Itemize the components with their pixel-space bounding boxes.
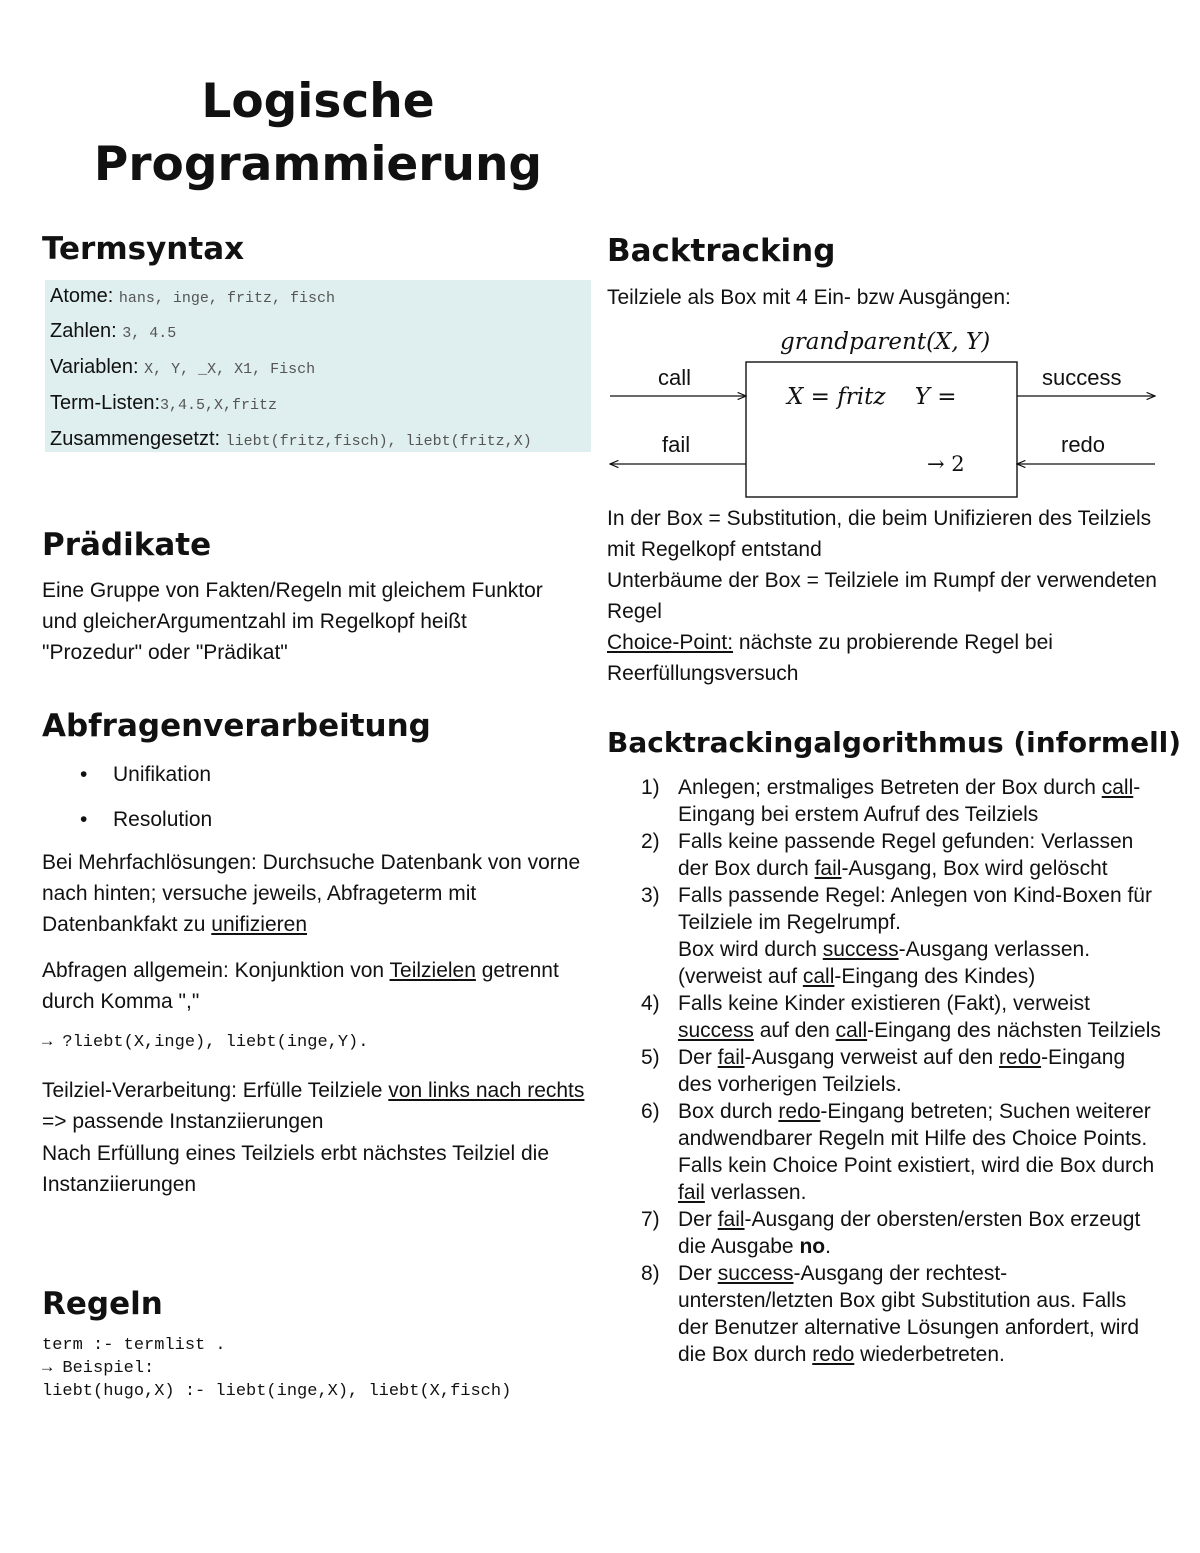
term-row-zusammengesetzt	[50, 424, 532, 457]
list-item	[607, 990, 1162, 1044]
item-number: 2)	[641, 830, 660, 853]
text: Anlegen; erstmaliges Betreten der Box durch	[678, 776, 1102, 799]
term-row-listen	[50, 388, 277, 421]
text: => passende Instanziierungen	[42, 1110, 324, 1133]
query-code: → ?liebt(X,inge), liebt(inge,Y).	[42, 1033, 369, 1052]
underlined-term: fail	[717, 1046, 745, 1069]
bullet-text: Resolution	[113, 808, 213, 831]
list-item	[42, 752, 582, 797]
regeln-heading: Regeln	[42, 1286, 163, 1322]
backtracking-p1: In der Box = Substitution, die beim Unifizieren des Teilziels mit Regelkopf entstand	[607, 507, 1152, 561]
text: -Ausgang der rechtest-untersten/letzten Box gibt Substitution aus. Falls der Benutzer alternative Lösungen anfordert, wird die Box durch	[678, 1262, 1140, 1366]
bullet-text: Unifikation	[113, 763, 212, 786]
underlined-term: success	[822, 938, 899, 961]
bullet-icon: •	[80, 763, 88, 786]
call-label: call	[658, 365, 692, 390]
text: Falls passende Regel: Anlegen von Kind-Boxen für Teilziele im Regelrumpf.	[678, 884, 1152, 934]
text: (verweist auf	[678, 965, 803, 988]
item-number: 1)	[641, 776, 660, 799]
underlined-term: success	[678, 1019, 754, 1042]
list-item	[607, 774, 1162, 828]
praedikate-text: Eine Gruppe von Fakten/Regeln mit gleichem Funktor und gleicherArgumentzahl im Regelkopf heißt "Prozedur" oder "Prädikat"	[42, 579, 543, 664]
regeln-code-line-3: liebt(hugo,X) :- liebt(inge,X), liebt(X,fisch)	[42, 1382, 512, 1401]
abfragen-heading: Abfragenverarbeitung	[42, 708, 431, 744]
text: Box durch	[678, 1100, 779, 1123]
unifizieren-link: unifizieren	[211, 913, 308, 936]
text: Der	[678, 1208, 718, 1231]
text: -Eingang des nächsten Teilziels	[867, 1019, 1161, 1042]
underlined-term: call	[802, 965, 835, 988]
underlined-term: call	[835, 1019, 868, 1042]
text: wiederbetreten.	[854, 1343, 1005, 1366]
text: .	[825, 1235, 831, 1258]
backtracking-heading: Backtracking	[607, 233, 836, 269]
text: nächste zu probierende Regel bei Reerfüllungsversuch	[607, 631, 1053, 685]
text: -Eingang bei erstem Aufruf des Teilziels	[678, 776, 1141, 826]
list-item	[607, 1098, 1162, 1206]
praedikate-heading: Prädikate	[42, 527, 212, 563]
text: Teilziel-Verarbeitung: Erfülle Teilziele	[42, 1079, 389, 1102]
links-rechts-link: von links nach rechts	[388, 1079, 585, 1102]
underlined-term: fail	[814, 857, 842, 880]
text: -Eingang des vorherigen Teilziels.	[678, 1046, 1126, 1096]
text: Box wird durch	[678, 938, 823, 961]
text: Der	[678, 1262, 718, 1285]
underlined-term: success	[717, 1262, 794, 1285]
term-label: Variablen:	[50, 356, 139, 378]
bullet-icon: •	[80, 808, 88, 831]
text: auf den	[753, 1019, 836, 1042]
term-code: 3, 4.5	[122, 325, 177, 342]
underlined-term: fail	[678, 1181, 705, 1204]
item-number: 5)	[641, 1046, 660, 1069]
list-item	[42, 797, 582, 842]
algorithmus-list	[607, 774, 1162, 1368]
text: Bei Mehrfachlösungen: Durchsuche Datenbank von vorne nach hinten; versuche jeweils, Abfrageterm mit Datenbankfakt zu	[42, 851, 581, 936]
text: -Ausgang verweist auf den	[744, 1046, 1000, 1069]
backtracking-intro: Teilziele als Box mit 4 Ein- bzw Ausgängen:	[607, 286, 1011, 309]
box-choice: → 2	[927, 452, 965, 476]
underlined-term: redo	[778, 1100, 821, 1123]
termsyntax-table	[45, 280, 591, 452]
term-row-atome	[50, 281, 335, 314]
text: Der	[678, 1046, 718, 1069]
success-label: success	[1042, 365, 1122, 390]
bold-term: no	[799, 1235, 826, 1258]
term-label: Zusammengesetzt:	[50, 428, 221, 450]
item-number: 6)	[641, 1100, 660, 1123]
choice-point-link: Choice-Point:	[607, 631, 734, 654]
box-diagram	[607, 325, 1160, 500]
backtracking-p3	[607, 627, 1162, 689]
underlined-term: fail	[717, 1208, 745, 1231]
page-title: Logische Programmierung	[93, 74, 543, 192]
abfragen-paragraph-1	[42, 847, 592, 940]
termsyntax-heading: Termsyntax	[42, 231, 245, 267]
box-rect	[746, 362, 1017, 497]
teilzielen-link: Teilzielen	[389, 959, 476, 982]
text: -Ausgang verlassen.	[898, 938, 1091, 961]
text: -Eingang des Kindes)	[834, 965, 1036, 988]
list-item	[607, 1044, 1162, 1098]
underlined-term: redo	[812, 1343, 855, 1366]
text: -Eingang betreten; Suchen weiterer andwendbarer Regeln mit Hilfe des Choice Points. Falls kein Choice Point existiert, wird die Box durch	[678, 1100, 1155, 1177]
term-row-variablen	[50, 352, 315, 385]
term-label: Atome:	[50, 285, 114, 307]
term-code: X, Y, _X, X1, Fisch	[144, 361, 316, 378]
term-code: hans, inge, fritz, fisch	[118, 290, 335, 307]
item-number: 4)	[641, 992, 660, 1015]
term-row-zahlen	[50, 316, 176, 349]
regeln-code-line-1: term :- termlist .	[42, 1336, 226, 1355]
box-title: grandparent(X, Y)	[780, 329, 991, 355]
item-number: 8)	[641, 1262, 660, 1285]
list-item	[607, 882, 1162, 990]
list-item	[607, 1206, 1162, 1260]
list-item	[607, 1260, 1162, 1368]
abfragen-bullet-list	[42, 752, 582, 842]
text: -Ausgang, Box wird gelöscht	[841, 857, 1108, 880]
text: verlassen.	[704, 1181, 807, 1204]
fail-label: fail	[662, 432, 691, 457]
item-number: 7)	[641, 1208, 660, 1231]
term-code: 3,4.5,X,fritz	[160, 397, 278, 414]
abfragen-paragraph-3	[42, 1075, 592, 1137]
regeln-code-line-2: → Beispiel:	[42, 1359, 155, 1378]
text: Falls keine passende Regel gefunden: Verlassen der Box durch	[678, 830, 1134, 880]
term-label: Zahlen:	[50, 320, 117, 342]
underlined-term: redo	[999, 1046, 1042, 1069]
text: -Ausgang der obersten/ersten Box erzeugt die Ausgabe	[678, 1208, 1141, 1258]
abfragen-paragraph-2	[42, 955, 592, 1017]
text: getrennt durch Komma ","	[42, 959, 559, 1013]
text: Abfragen allgemein: Konjunktion von	[42, 959, 390, 982]
backtracking-p2: Unterbäume der Box = Teilziele im Rumpf der verwendeten Regel	[607, 569, 1157, 623]
algorithmus-heading: Backtrackingalgorithmus (informell)	[607, 726, 1182, 759]
redo-label: redo	[1061, 432, 1106, 457]
item-number: 3)	[641, 884, 660, 907]
list-item	[607, 828, 1162, 882]
term-label: Term-Listen:	[50, 392, 161, 414]
underlined-term: call	[1101, 776, 1134, 799]
term-code: liebt(fritz,fisch), liebt(fritz,X)	[225, 433, 532, 450]
box-content: X = fritz Y =	[787, 384, 957, 410]
abfragen-paragraph-4: Nach Erfüllung eines Teilziels erbt nächstes Teilziel die Instanziierungen	[42, 1142, 549, 1196]
text: Falls keine Kinder existieren (Fakt), verweist	[678, 992, 1090, 1015]
